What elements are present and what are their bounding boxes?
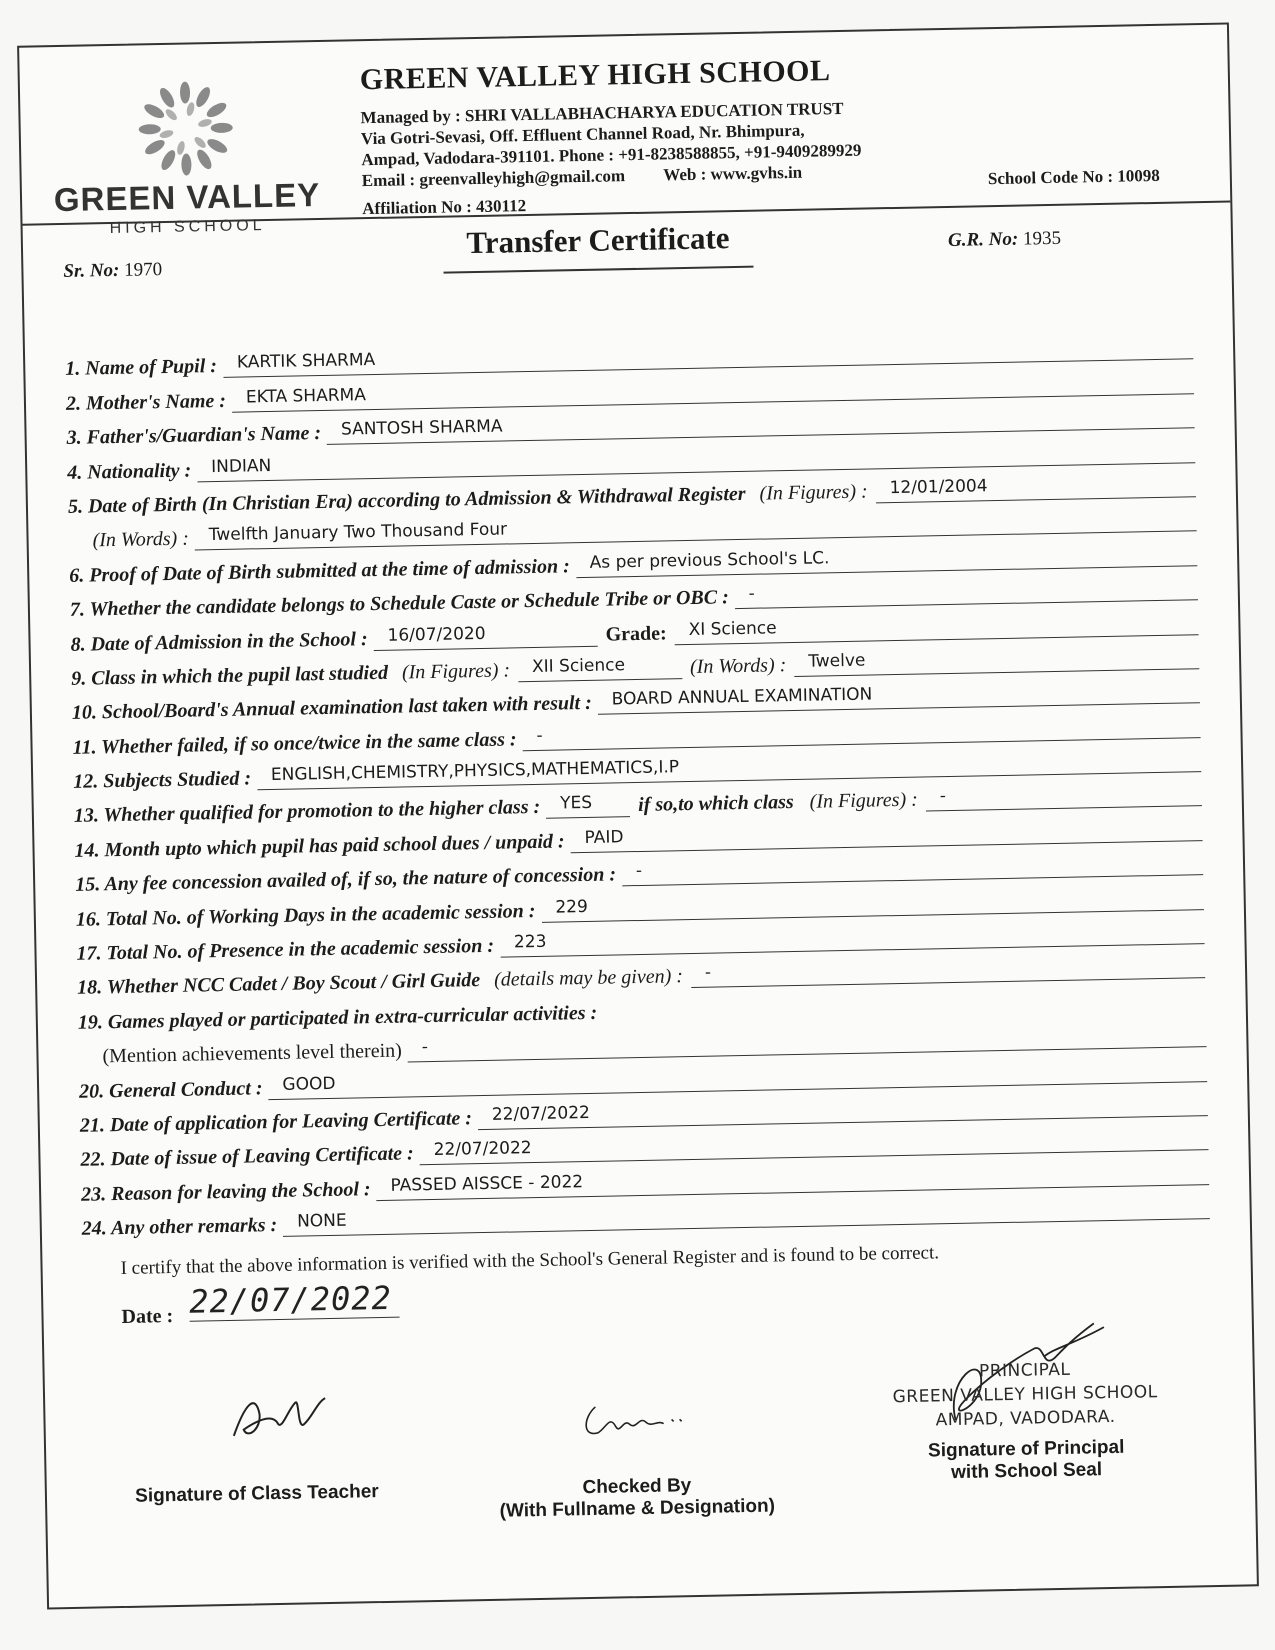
field-value: INDIAN xyxy=(197,436,1195,482)
field-label: 8. Date of Admission in the School : xyxy=(70,627,368,656)
field-value: 12/01/2004 xyxy=(875,470,1196,503)
field-label: 21. Date of application for Leaving Certificate : xyxy=(79,1107,473,1137)
field-sublabel: (In Words) : xyxy=(689,654,787,678)
field-value: 22/07/2022 xyxy=(419,1123,1208,1165)
field-label: (Mention achievements level therein) xyxy=(102,1039,403,1068)
field-label: 23. Reason for leaving the School : xyxy=(80,1177,371,1206)
field-value: 22/07/2022 xyxy=(478,1089,1208,1130)
field-value: YES xyxy=(546,791,631,820)
field-value: PAID xyxy=(570,814,1202,853)
field-label: 20. General Conduct : xyxy=(78,1076,263,1103)
field-sublabel: Grade: xyxy=(605,621,667,646)
school-website: Web : www.gvhs.in xyxy=(663,162,803,185)
address-line-1: Via Gotri-Sevasi, Off. Effluent Channel Road, Nr. Bhimpura, xyxy=(360,120,805,149)
field-value: 223 xyxy=(500,917,1205,958)
seal-line-3: AMPAD, VADODARA. xyxy=(935,1406,1116,1431)
field-label: 22. Date of issue of Leaving Certificate : xyxy=(80,1142,414,1172)
field-value: KARTIK SHARMA xyxy=(223,333,1194,379)
logo-wordmark: GREEN VALLEY xyxy=(53,175,321,219)
field-value: - xyxy=(522,711,1200,751)
field-value: As per previous School's LC. xyxy=(575,539,1197,578)
certificate-fields xyxy=(25,324,1250,1241)
field-value: - xyxy=(408,1020,1207,1062)
field-label: 19. Games played or participated in extra-curricular activities : xyxy=(77,1001,598,1034)
field-value: - xyxy=(622,848,1204,886)
field-sublabel: (In Figures) : xyxy=(809,789,919,814)
checked-by-subtitle: (With Fullname & Designation) xyxy=(499,1495,776,1522)
field-value: - xyxy=(926,780,1202,812)
field-label: 5. Date of Birth (In Christian Era) according to Admission & Withdrawal Register xyxy=(67,482,746,518)
school-email: Email : greenvalleyhigh@gmail.com xyxy=(361,166,626,191)
field-label: 14. Month upto which pupil has paid school dues / unpaid : xyxy=(74,830,565,862)
field-label: 2. Mother's Name : xyxy=(65,389,227,415)
gr-number-value: 1935 xyxy=(1022,227,1062,250)
field-value: PASSED AISSCE - 2022 xyxy=(376,1158,1209,1201)
affiliation xyxy=(362,196,526,219)
field-label: 15. Any fee concession availed of, if so, the nature of concession : xyxy=(75,863,617,897)
class-teacher-signature xyxy=(225,1372,337,1454)
field-value: 229 xyxy=(541,883,1204,923)
school-address xyxy=(360,98,862,192)
serial-number xyxy=(63,259,162,283)
letterhead xyxy=(19,25,1230,238)
field-label: 24. Any other remarks : xyxy=(81,1214,278,1240)
seal-line-2: GREEN VALLEY HIGH SCHOOL xyxy=(892,1382,1158,1408)
school-code-number: 10098 xyxy=(1117,165,1160,186)
date-label: Date : xyxy=(121,1305,174,1329)
field-sublabel: (In Figures) : xyxy=(759,480,868,505)
transfer-certificate-sheet xyxy=(17,23,1259,1610)
school-code xyxy=(988,166,1160,189)
field-sublabel: if so,to which class xyxy=(637,791,794,817)
school-code-label: School Code No : xyxy=(987,166,1114,189)
handwritten-date: 22/07/2022 xyxy=(189,1279,400,1322)
affiliation-label: Affiliation No : xyxy=(362,197,472,219)
certification-statement: I certify that the above information is verified with the School's General Register and is found to be correct. xyxy=(120,1242,940,1280)
school-seal xyxy=(875,1356,1176,1434)
checked-by-title: Checked By xyxy=(582,1475,692,1499)
field-value: XI Science xyxy=(674,608,1198,645)
checked-by-signature xyxy=(575,1395,686,1447)
principal-signature-label xyxy=(886,1436,1167,1485)
field-value: Twelve xyxy=(794,642,1199,677)
class-teacher-signature-label: Signature of Class Teacher xyxy=(134,1481,379,1507)
field-label: 3. Father's/Guardian's Name : xyxy=(66,422,322,450)
field-label: 6. Proof of Date of Birth submitted at the time of admission : xyxy=(69,555,570,587)
school-logo xyxy=(50,76,321,238)
field-label: 12. Subjects Studied : xyxy=(73,767,252,793)
field-sublabel: (details may be given) : xyxy=(493,965,684,992)
flower-emblem-icon xyxy=(130,78,242,180)
logo-subtitle: HIGH SCHOOL xyxy=(109,217,266,238)
field-value: EKTA SHARMA xyxy=(232,367,1194,412)
field-label: 4. Nationality : xyxy=(67,459,192,484)
field-value: Twelfth January Two Thousand Four xyxy=(195,505,1197,551)
field-label: 10. School/Board's Annual examination last taken with result : xyxy=(71,692,592,725)
field-label: 9. Class in which the pupil last studied xyxy=(71,661,389,690)
school-name: GREEN VALLEY HIGH SCHOOL xyxy=(359,54,831,97)
field-value: ENGLISH,CHEMISTRY,PHYSICS,MATHEMATICS,I.P xyxy=(257,745,1202,790)
field-label: 11. Whether failed, if so once/twice in the same class : xyxy=(72,728,517,759)
field-value: XII Science xyxy=(518,652,682,682)
principal-signature-line-2: with School Seal xyxy=(950,1459,1103,1484)
serial-number-label: Sr. No: xyxy=(63,259,120,282)
field-value: 16/07/2020 xyxy=(373,619,597,650)
affiliation-number: 430112 xyxy=(475,196,527,216)
field-label: 16. Total No. of Working Days in the academic session : xyxy=(75,899,536,931)
field-value: SANTOSH SHARMA xyxy=(327,401,1195,445)
field-label: 17. Total No. of Presence in the academic session : xyxy=(76,934,495,965)
gr-number-label: G.R. No: xyxy=(947,228,1019,251)
field-value: GOOD xyxy=(268,1055,1207,1100)
checked-by-label xyxy=(497,1473,778,1522)
field-label: (In Words) : xyxy=(92,527,190,552)
seal-line-1: PRINCIPAL xyxy=(978,1359,1071,1382)
field-label: 18. Whether NCC Cadet / Boy Scout / Girl Guide xyxy=(76,969,481,1000)
field-sublabel: (In Figures) : xyxy=(401,659,511,684)
field-label: 13. Whether qualified for promotion to the higher class : xyxy=(73,796,541,828)
serial-number-value: 1970 xyxy=(123,259,163,281)
field-value: - xyxy=(734,573,1198,609)
managed-by: Managed by : SHRI VALLABHACHARYA EDUCATION TRUST xyxy=(360,98,844,128)
certificate-title: Transfer Certificate xyxy=(443,220,754,274)
field-value: BOARD ANNUAL EXAMINATION xyxy=(597,676,1199,715)
field-value: - xyxy=(691,952,1206,989)
gr-number xyxy=(948,228,1061,252)
field-value: NONE xyxy=(283,1192,1210,1237)
principal-signature-line-1: Signature of Principal xyxy=(927,1436,1125,1462)
field-label: 1. Name of Pupil : xyxy=(65,355,218,381)
field-label: 7. Whether the candidate belongs to Schedule Caste or Schedule Tribe or OBC : xyxy=(69,586,729,621)
address-line-2: Ampad, Vadodara-391101. Phone : +91-8238588855, +91-9409289929 xyxy=(361,140,862,170)
